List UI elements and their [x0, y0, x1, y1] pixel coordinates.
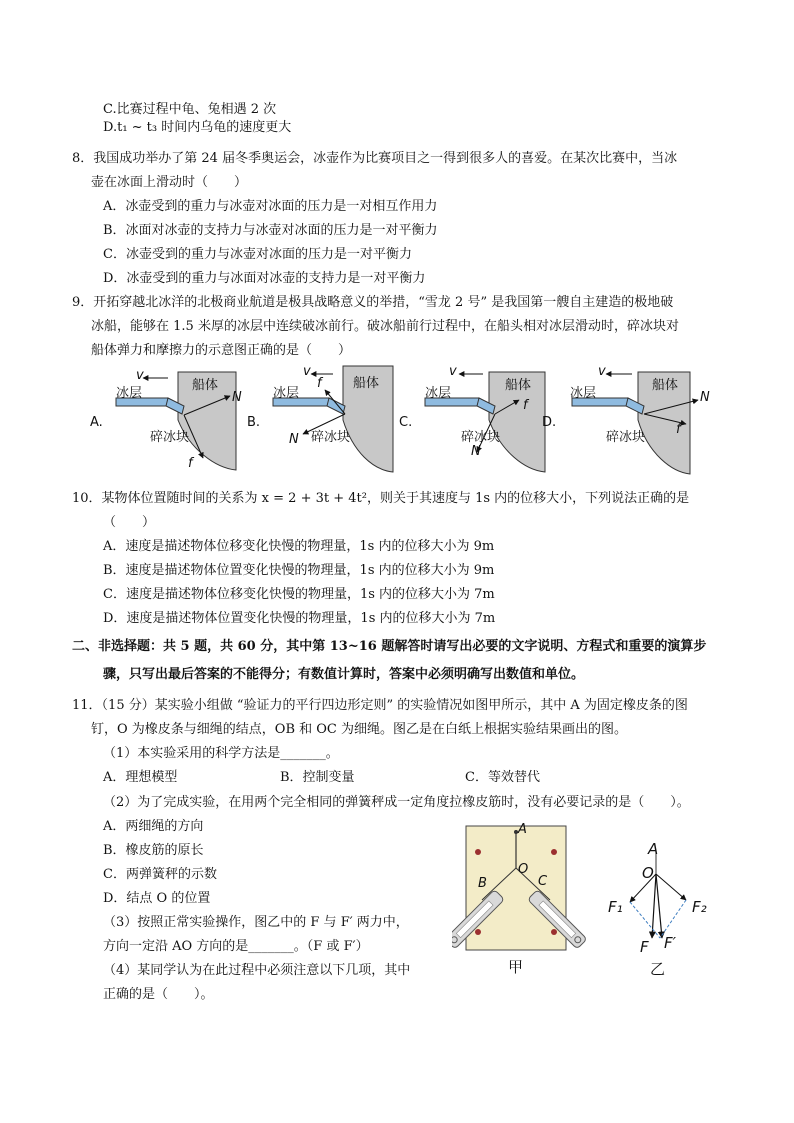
q9-figure-c-ice-label: 冰层	[425, 386, 452, 401]
q11-figure-jia-o-label: O	[518, 862, 529, 877]
q8-option-a: A．冰壶受到的重力与冰壶对冰面的压力是一对相互作用力	[103, 199, 438, 214]
q11-figure-yi-fprime-label: F′	[664, 934, 677, 952]
q10-option-b: B．速度是描述物体位置变化快慢的物理量，1s 内的位移大小为 9m	[103, 563, 495, 578]
q11-part2-option-b: B．橡皮筋的原长	[103, 843, 204, 858]
q11-stem-line2: 钉，O 为橡皮条与细绳的结点，OB 和 OC 为细绳。图乙是在白纸上根据实验结果画出的图。	[91, 722, 628, 737]
q11-figure-yi-f1-label: F₁	[608, 898, 623, 916]
q8-stem-line1: 8．我国成功举办了第 24 届冬季奥运会，冰壶作为比赛项目之一得到很多人的喜爱。在某次比赛中，当冰	[72, 151, 678, 166]
q8-stem-line2: 壶在冰面上滑动时（ ）	[91, 175, 248, 190]
q9-figure-a-v-label: v	[136, 368, 144, 383]
q8-option-d: D．冰壶受到的重力与冰面对冰壶的支持力是一对平衡力	[103, 271, 426, 286]
q11-part2-option-c: C．两弹簧秤的示数	[103, 867, 217, 882]
q11-figure-jia-caption: 甲	[508, 958, 524, 976]
q11-figure-yi-a-label: A	[648, 840, 659, 858]
q9-figure-c-chunk-label: 碎冰块	[461, 430, 501, 445]
q11-figure-yi-f-label: F	[640, 938, 649, 956]
q9-figure-b-v-label: v	[303, 364, 311, 379]
q9-figure-b	[245, 360, 395, 478]
q9-figure-d-chunk-label: 碎冰块	[606, 430, 646, 445]
q11-part3-line2: 方向一定沿 AO 方向的是_______。（F 或 F′）	[103, 939, 369, 954]
q10-option-a: A．速度是描述物体位移变化快慢的物理量，1s 内的位移大小为 9m	[103, 539, 495, 554]
q11-figure-yi-o-label: O	[642, 864, 654, 882]
q11-stem-line1: 11．（15 分）某实验小组做 “验证力的平行四边形定则” 的实验情况如图甲所示，其中 A 为固定橡皮条的图	[72, 698, 688, 713]
q9-figure-c-hull-label: 船体	[505, 378, 532, 393]
prev-option-c: C.比赛过程中龟、兔相遇 2 次	[103, 102, 277, 117]
q9-figure-d-v-label: v	[598, 364, 606, 379]
q9-figure-d-ice-label: 冰层	[570, 386, 597, 401]
q10-stem-line1: 10．某物体位置随时间的关系为 x = 2 + 3t + 4t²，则关于其速度与 1s 内的位移大小，下列说法正确的是	[72, 491, 690, 506]
q11-figure-jia-a-label: A	[518, 822, 527, 837]
q11-part2-option-d: D．结点 O 的位置	[103, 891, 211, 906]
q9-figure-c	[397, 360, 547, 478]
q10-option-c: C．速度是描述物体位移变化快慢的物理量，1s 内的位移大小为 7m	[103, 587, 495, 602]
q11-figure-yi-f2-label: F₂	[692, 898, 707, 916]
q11-part2: （2）为了完成实验，在用两个完全相同的弹簧秤成一定角度拉橡皮筋时，没有必要记录的是（ ）。	[103, 795, 690, 810]
q11-figure-jia-c-label: C	[538, 874, 548, 889]
q9-figure-d-hull-label: 船体	[652, 378, 679, 393]
q9-figure-b-f-label: f	[317, 376, 322, 391]
q8-option-b: B．冰面对冰壶的支持力与冰壶对冰面的压力是一对平衡力	[103, 223, 438, 238]
q11-figure-jia	[452, 820, 597, 980]
q9-figure-c-letter: C.	[399, 415, 413, 430]
q9-figure-a-n-label: N	[232, 390, 242, 405]
q11-part1-option-b: B．控制变量	[280, 770, 355, 785]
q11-part4-line1: （4）某同学认为在此过程中必须注意以下几项，其中	[103, 963, 411, 978]
q9-figure-a-hull-label: 船体	[192, 378, 219, 393]
q11-figure-yi	[604, 838, 724, 980]
q9-stem-line1: 9．开拓穿越北冰洋的北极商业航道是极具战略意义的举措，“雪龙 2 号” 是我国第一艘自主建造的极地破	[72, 295, 674, 310]
q9-figure-d-letter: D.	[542, 415, 557, 430]
q9-figure-b-chunk-label: 碎冰块	[311, 430, 351, 445]
q9-figure-a	[88, 360, 242, 478]
q9-figure-a-letter: A.	[90, 415, 103, 430]
q11-part1-option-a: A．理想模型	[103, 770, 178, 785]
q9-figure-d	[540, 360, 715, 478]
q9-figure-a-ice-label: 冰层	[116, 386, 143, 401]
q8-option-c: C．冰壶受到的重力与冰壶对冰面的压力是一对平衡力	[103, 247, 412, 262]
q10-stem-line2: （ ）	[103, 515, 156, 530]
q9-figure-c-n-label: N	[471, 444, 481, 459]
q9-figure-b-ice-label: 冰层	[273, 386, 300, 401]
q9-figure-b-n-label: N	[289, 432, 299, 447]
q11-part2-option-a: A．两细绳的方向	[103, 819, 204, 834]
q9-figure-a-f-label: f	[188, 456, 193, 471]
q11-figure-yi-caption: 乙	[650, 960, 666, 978]
q11-part1: （1）本实验采用的科学方法是_______。	[103, 746, 339, 761]
q11-part4-line2: 正确的是（ ）。	[103, 987, 214, 1002]
q9-figure-d-n-label: N	[700, 390, 710, 405]
q9-figure-d-f-label: f	[676, 422, 681, 437]
q11-figure-jia-b-label: B	[478, 876, 487, 891]
q11-part1-option-c: C．等效替代	[465, 770, 540, 785]
q9-stem-line2: 冰船，能够在 1.5 米厚的冰层中连续破冰前行。破冰船前行过程中，在船头相对冰层滑动时，碎冰块对	[91, 319, 679, 334]
q9-figure-c-f-label: f	[523, 398, 528, 413]
section2-header-line2: 骤，只写出最后答案的不能得分；有数值计算时，答案中必须明确写出数值和单位。	[103, 667, 585, 682]
section2-header-line1: 二、非选择题：共 5 题，共 60 分，其中第 13~16 题解答时请写出必要的文字说明、方程式和重要的演算步	[72, 639, 707, 654]
q9-figure-b-letter: B.	[247, 415, 261, 430]
q9-figure-b-hull-label: 船体	[353, 376, 380, 391]
q9-figure-c-v-label: v	[449, 364, 457, 379]
q11-part3-line1: （3）按照正常实验操作，图乙中的 F 与 F′ 两力中，	[103, 915, 409, 930]
q9-stem-line3: 船体弹力和摩擦力的示意图正确的是（ ）	[91, 343, 352, 358]
q9-figure-a-chunk-label: 碎冰块	[150, 430, 190, 445]
q10-option-d: D．速度是描述物体位置变化快慢的物理量，1s 内的位移大小为 7m	[103, 611, 496, 626]
prev-option-d: D.t₁ ~ t₃ 时间内乌龟的速度更大	[103, 120, 292, 135]
